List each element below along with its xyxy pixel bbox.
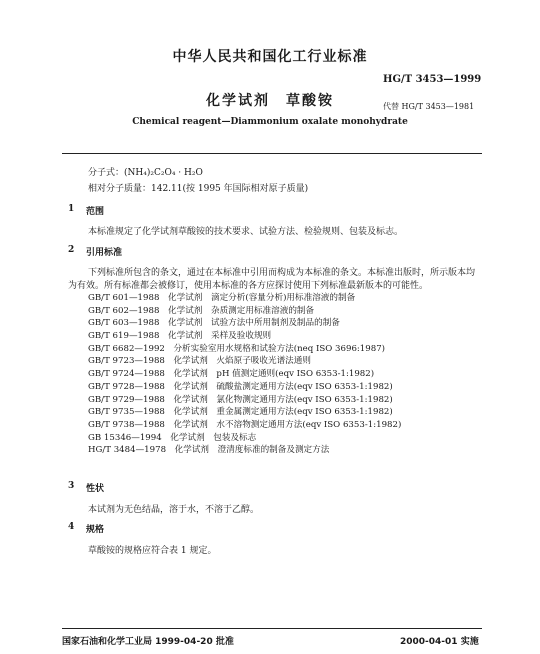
standard-code: HG/T 3453—1999 (383, 74, 482, 85)
implementation-date: 2000-04-01 实施 (400, 637, 479, 647)
footer-rule (62, 628, 482, 629)
section-2-paragraph-line2: 为有效。所有标准都会被修订，使用本标准的各方应探讨使用下列标准最新版本的可能性。 (68, 281, 429, 291)
list-item: GB/T 601—1988 化学试剂 滴定分析(容量分析)用标准溶液的制备 (88, 293, 356, 303)
referenced-standards-list (88, 292, 401, 457)
standard-title: 中华人民共和国化工行业标准 (172, 49, 368, 65)
list-item: GB/T 9729—1988 化学试剂 氯化物测定通用方法(eqv ISO 6353-1:1982) (88, 394, 393, 405)
section-4-heading: 规格 (86, 525, 105, 535)
list-item: GB/T 603—1988 化学试剂 试验方法中所用制剂及制品的制备 (88, 318, 340, 329)
section-3-text: 本试剂为无色结晶，溶于水，不溶于乙醇。 (88, 505, 260, 515)
document-title: 化学试剂 草酸铵 (206, 93, 334, 109)
list-item: GB/T 9723—1988 化学试剂 火焰原子吸收光谱法通则 (88, 356, 311, 367)
section-3-number: 3 (68, 481, 75, 491)
header-rule (62, 153, 482, 154)
section-1-number: 1 (68, 204, 75, 214)
section-3-heading: 性状 (86, 484, 105, 494)
section-2-heading: 引用标准 (86, 248, 123, 258)
section-4-text: 草酸铵的规格应符合表 1 规定。 (88, 546, 217, 556)
list-item: GB/T 619—1988 化学试剂 采样及验收规则 (88, 331, 272, 342)
section-2-number: 2 (68, 245, 75, 255)
list-item: GB/T 6682—1992 分析实验室用水规格和试验方法(neq ISO 3696:1987) (88, 343, 386, 354)
english-title: Chemical reagent—Diammonium oxalate monohydrate (132, 117, 408, 127)
molecular-mass: 相对分子质量：142.11(按 1995 年国际相对原子质量) (88, 184, 309, 194)
section-4-number: 4 (68, 522, 75, 532)
replaces-note: 代替 HG/T 3453—1981 (383, 102, 475, 111)
molecular-formula: 分子式：(NH₄)₂C₂O₄ · H₂O (88, 168, 203, 178)
approval-date: 国家石油和化学工业局 1999-04-20 批准 (62, 637, 234, 647)
section-1-text: 本标准规定了化学试剂草酸铵的技术要求、试验方法、检验规则、包装及标志。 (88, 227, 404, 237)
list-item: GB/T 602—1988 化学试剂 杂质测定用标准溶液的制备 (88, 305, 315, 316)
list-item: GB 15346—1994 化学试剂 包装及标志 (88, 432, 257, 443)
list-item: GB/T 9738—1988 化学试剂 水不溶物测定通用方法(eqv ISO 6353-1:1982) (88, 419, 402, 430)
list-item: GB/T 9724—1988 化学试剂 pH 值测定通则(eqv ISO 6353-1:1982) (88, 369, 375, 380)
list-item: GB/T 9728—1988 化学试剂 硫酸盐测定通用方法(eqv ISO 6353-1:1982) (88, 381, 393, 392)
list-item: HG/T 3484—1978 化学试剂 澄清度标准的制备及测定方法 (88, 445, 330, 456)
section-2-paragraph-line1: 下列标准所包含的条文，通过在本标准中引用而构成为本标准的条文。本标准出版时，所示版本均 (88, 268, 476, 278)
section-1-heading: 范围 (86, 207, 105, 217)
list-item: GB/T 9735—1988 化学试剂 重金属测定通用方法(eqv ISO 6353-1:1982) (88, 407, 393, 418)
